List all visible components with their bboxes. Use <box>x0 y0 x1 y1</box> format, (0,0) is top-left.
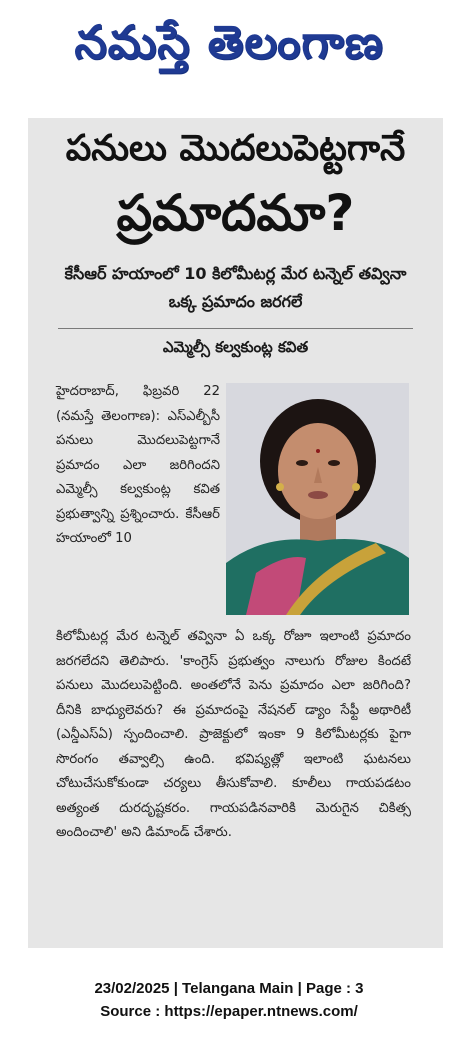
headline-line-2: ప్రమాదమా? <box>116 184 355 242</box>
body-text-wide-column: కిలోమీటర్ల మేర టన్నెల్ తవ్వినా ఏ ఒక్క రోజూ ఇలాంటి ప్రమాదం జరగలేదని తెలిపారు. 'కాంగ్రెస్ ప్రభుత్వం నాలుగు రోజుల కిందటే పనులు మొదలుపెట్టింది. అంతలోనే పెను ప్రమాదం ఎలా జరిగింది? దీనికి బాధ్యులెవరు? ఈ ప్రమాదంపై నేషనల్ డ్యాం సేఫ్టీ అథారిటీ (ఎన్డీఎస్ఏ) స్పందించాలి. ప్రాజెక్టులో ఇంకా 9 కిలోమీటర్లకు పైగా సొరంగం తవ్వాల్సి ఉంది. భవిష్యత్లో ఇలాంటి ఘటనలు చోటుచేసుకోకుండా చర్యలు తీసుకోవాలి. కూలీలు గాయపడటం అత్యంత దురదృష్టకరం. గాయపడినవారికి మెరుగైన చికిత్స అందించాలి' అని డిమాండ్ చేశారు. <box>56 629 411 840</box>
byline: ఎమ్మెల్సీ కల్వకుంట్ల కవిత <box>162 338 309 356</box>
body-text-narrow-column: హైదరాబాద్, ఫిబ్రవరి 22 (నమస్తే తెలంగాణ): ఎస్ఎల్బీసీ పనులు మొదలుపెట్టగానే ప్రమాదం ఎలా జరిగిందని ఎమ్మెల్సీ కల్వకుంట్ల కవిత ప్రభుత్వాన్ని ప్రశ్నించారు. కేసీఆర్ హయాంలో 10 <box>56 384 220 546</box>
footer-source: Source : https://epaper.ntnews.com/ <box>100 1003 358 1020</box>
article-clipping <box>28 118 443 948</box>
footer-date-page: 23/02/2025 | Telangana Main | Page : 3 <box>94 980 364 997</box>
headline-line-1: పనులు మొదలుపెట్టగానే <box>65 128 406 169</box>
portrait-photo <box>226 383 409 615</box>
portrait-illustration <box>226 383 409 615</box>
newspaper-title: నమస్తే తెలంగాణ <box>74 15 384 69</box>
subheadline: కేసీఆర్ హయాంలో 10 కిలోమీటర్ల మేర టన్నెల్ తవ్వినా ఒక్క ప్రమాదం జరగలే <box>64 264 407 311</box>
masthead <box>0 0 458 96</box>
divider-line <box>58 328 413 329</box>
